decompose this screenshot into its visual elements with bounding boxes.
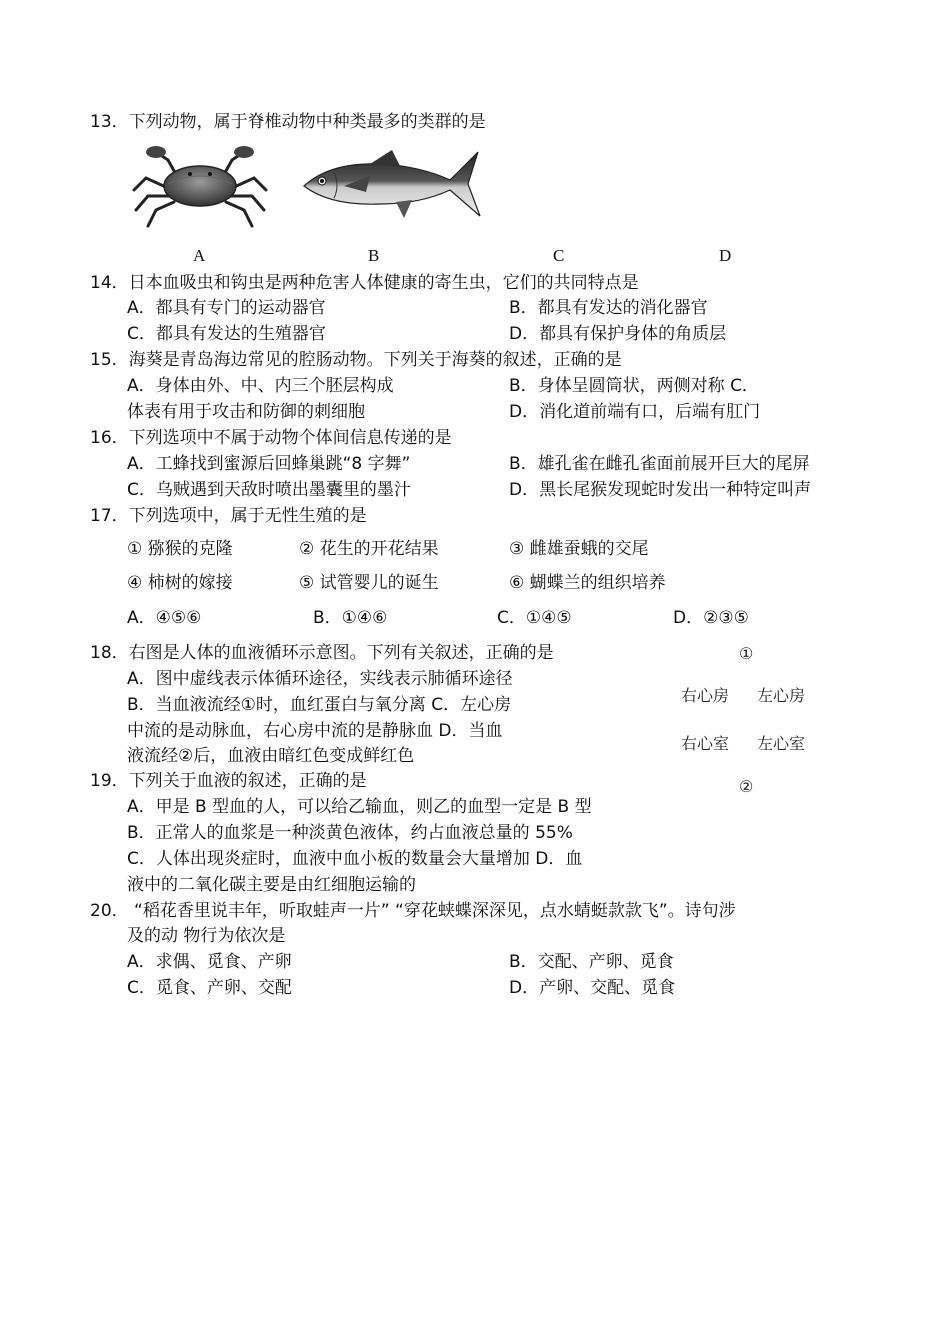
q20-stem-line-1: 20． “稻花香里说丰年，听取蛙声一片” “穿花蛱蝶深深见，点水蜻蜓款款飞”。诗句涉 xyxy=(90,901,736,921)
q17-stem: 17．下列选项中，属于无性生殖的是 xyxy=(90,506,367,526)
q17-option-b: B．①④⑥ xyxy=(313,608,388,628)
q14-option-c: C．都具有发达的生殖器官 xyxy=(127,324,326,344)
crab-image xyxy=(128,138,272,230)
q18-line-3: 中流的是动脉血，右心房中流的是静脉血 D．当血 xyxy=(127,721,503,741)
q14-option-a: A．都具有专门的运动器官 xyxy=(127,298,326,318)
left-ventricle-label: 左心室 xyxy=(757,734,806,753)
q17-item-5: ⑤ 试管婴儿的诞生 xyxy=(299,573,439,593)
q20-stem-line-2: 及的动 物行为依次是 xyxy=(127,926,286,946)
q20-option-a: A．求偶、觅食、产卵 xyxy=(127,952,292,972)
q16-option-b: B．雄孔雀在雌孔雀面前展开巨大的尾屏 xyxy=(509,454,810,474)
q14-option-d: D．都具有保护身体的角质层 xyxy=(509,324,727,344)
q17-item-3: ③ 雌雄蚕蛾的交尾 xyxy=(509,539,649,559)
left-atrium-label: 左心房 xyxy=(757,686,806,705)
circulation-marker-2: ② xyxy=(739,777,754,796)
q17-item-1: ① 猕猴的克隆 xyxy=(127,539,233,559)
q14-option-b: B．都具有发达的消化器官 xyxy=(509,298,708,318)
q20-option-c: C．觅食、产卵、交配 xyxy=(127,978,292,998)
q20-option-d: D．产卵、交配、觅食 xyxy=(509,978,676,998)
q16-option-c: C．乌贼遇到天敌时喷出墨囊里的墨汁 xyxy=(127,480,411,500)
q16-option-d: D．黑长尾猴发现蛇时发出一种特定叫声 xyxy=(509,480,812,500)
q13-label-c: C xyxy=(553,246,565,265)
q19-line-1: A．甲是 B 型血的人，可以给乙输血，则乙的血型一定是 B 型 xyxy=(127,797,592,817)
q13-label-d: D xyxy=(719,246,732,265)
q15-option-b: B．身体呈圆筒状，两侧对称 C． xyxy=(509,376,759,396)
q17-item-6: ⑥ 蝴蝶兰的组织培养 xyxy=(509,573,666,593)
q20-option-b: B．交配、产卵、觅食 xyxy=(509,952,674,972)
circulation-marker-1: ① xyxy=(739,644,754,663)
q18-stem: 18．右图是人体的血液循环示意图。下列有关叙述，正确的是 xyxy=(90,643,554,663)
q18-line-2: B．当血液流经①时，血红蛋白与氧分离 C．左心房 xyxy=(127,695,512,715)
q19-line-3: C．人体出现炎症时，血液中血小板的数量会大量增加 D．血 xyxy=(127,849,583,869)
q17-option-a: A．④⑤⑥ xyxy=(127,608,202,628)
q18-line-4: 液流经②后，血液由暗红色变成鲜红色 xyxy=(127,746,415,766)
q18-line-1: A．图中虚线表示体循环途径，实线表示肺循环途径 xyxy=(127,669,513,689)
q17-option-d: D．②③⑤ xyxy=(673,608,749,628)
q19-stem: 19．下列关于血液的叙述，正确的是 xyxy=(90,771,367,791)
right-ventricle-label: 右心室 xyxy=(681,734,730,753)
q19-line-4: 液中的二氧化碳主要是由红细胞运输的 xyxy=(127,875,416,895)
q15-option-c: 体表有用于攻击和防御的刺细胞 xyxy=(127,402,365,422)
q19-line-2: B．正常人的血浆是一种淡黄色液体，约占血液总量的 55% xyxy=(127,823,573,843)
right-atrium-label: 右心房 xyxy=(681,686,730,705)
fish-image xyxy=(300,146,484,220)
q16-option-a: A．工蜂找到蜜源后回蜂巢跳“8 字舞” xyxy=(127,454,411,474)
q13-stem: 13．下列动物，属于脊椎动物中种类最多的类群的是 xyxy=(90,112,486,132)
q15-option-a: A．身体由外、中、内三个胚层构成 xyxy=(127,376,394,396)
q13-label-a: A xyxy=(193,246,206,265)
q16-stem: 16．下列选项中不属于动物个体间信息传递的是 xyxy=(90,428,452,448)
q17-item-4: ④ 柿树的嫁接 xyxy=(127,573,233,593)
q17-option-c: C．①④⑤ xyxy=(497,608,572,628)
q14-stem: 14．日本血吸虫和钩虫是两种危害人体健康的寄生虫，它们的共同特点是 xyxy=(90,273,639,293)
q15-stem: 15．海葵是青岛海边常见的腔肠动物。下列关于海葵的叙述，正确的是 xyxy=(90,350,622,370)
q17-item-2: ② 花生的开花结果 xyxy=(299,539,439,559)
q15-option-d: D．消化道前端有口，后端有肛门 xyxy=(509,402,761,422)
q13-label-b: B xyxy=(368,246,380,265)
